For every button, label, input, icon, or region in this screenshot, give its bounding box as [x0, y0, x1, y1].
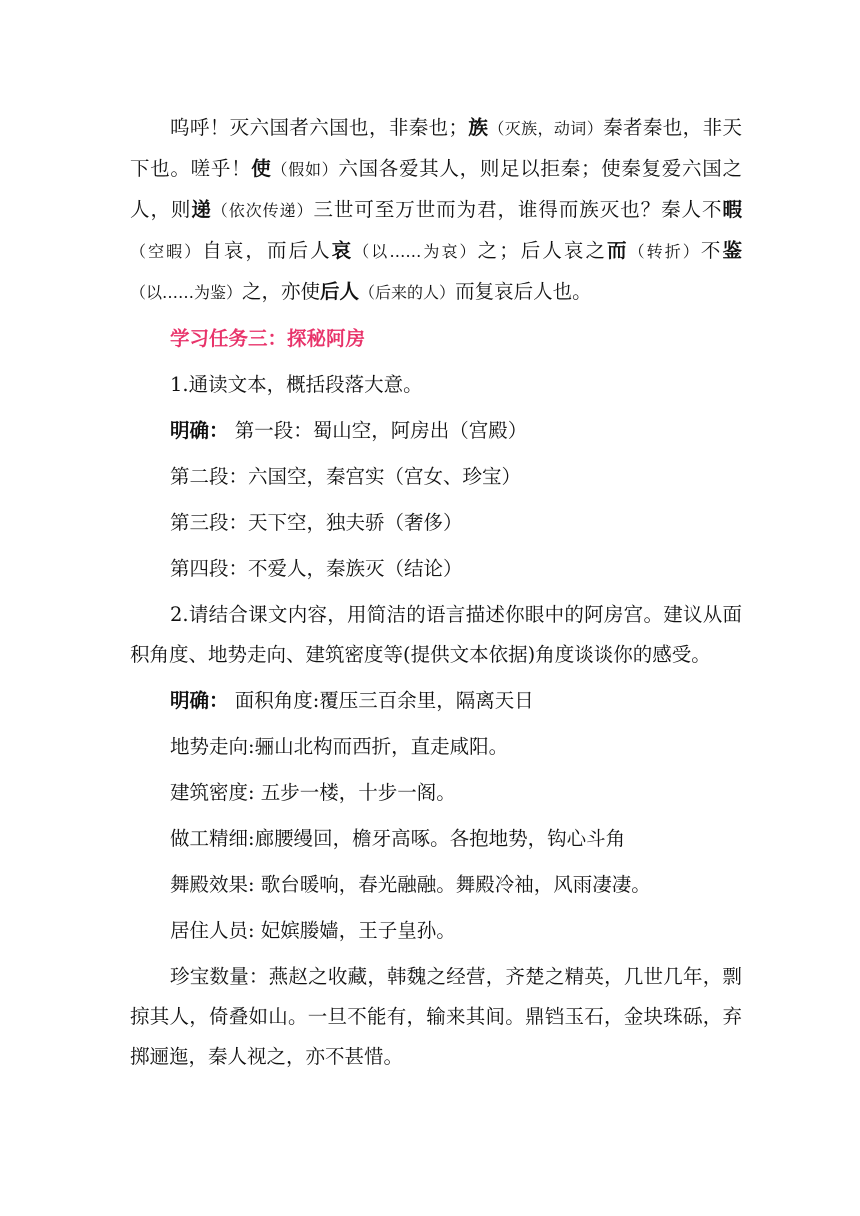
passage-text: 之，亦使 — [242, 280, 321, 303]
keyword: 族 — [468, 116, 489, 139]
keyword: 后人 — [320, 280, 360, 303]
keyword: 使 — [251, 157, 272, 180]
annotation: （假如） — [271, 160, 339, 179]
annotation: （后来的人） — [359, 283, 456, 302]
passage-paragraph — [130, 108, 742, 313]
question-2: 2.请结合课文内容，用简洁的语言描述你眼中的阿房宫。建议从面积角度、地势走向、建筑密度等(提供文本依据)角度谈谈你的感受。 — [130, 603, 742, 666]
annotation: （依次传递） — [211, 201, 314, 220]
answer-2-area — [130, 681, 742, 721]
answer-text: 面积角度:覆压三百余里，隔离天日 — [228, 689, 534, 712]
answer-2-dance: 舞殿效果: 歌台暖响，春光融融。舞殿冷袖，风雨凄凄。 — [170, 873, 651, 896]
answer-1-second: 第二段：六国空，秦宫实（宫女、珍宝） — [170, 465, 522, 488]
keyword: 而 — [607, 239, 629, 262]
answer-1-third: 第三段：天下空，独夫骄（奢侈） — [170, 511, 463, 534]
answer-label: 明确： — [170, 419, 229, 442]
annotation: （以……为哀） — [353, 242, 478, 261]
answer-1-fourth: 第四段：不爱人，秦族灭（结论） — [170, 557, 463, 580]
keyword: 哀 — [331, 239, 354, 262]
annotation: （空暇） — [130, 242, 203, 261]
passage-text: 不 — [700, 239, 723, 262]
passage-text: 自哀，而后人 — [202, 239, 332, 262]
answer-2-craft: 做工精细:廊腰缦回，檐牙高啄。各抱地势，钩心斗角 — [170, 827, 626, 850]
passage-text: 之；后人哀之 — [477, 239, 608, 262]
document-page — [130, 108, 742, 1077]
passage-text: 六国各爱其人，则足以拒秦；使秦复爱六国之人，则 — [130, 157, 742, 221]
keyword: 递 — [191, 198, 212, 221]
annotation: （以……为鉴） — [130, 283, 243, 302]
task-heading: 学习任务三：探秘阿房 — [170, 327, 366, 350]
annotation: （灭族，动词） — [488, 119, 604, 138]
answer-label: 明确： — [170, 689, 229, 712]
annotation: （转折） — [628, 242, 701, 261]
keyword: 暇 — [722, 198, 742, 221]
answer-2-residents: 居住人员: 妃嫔媵嫱，王子皇孙。 — [170, 919, 456, 942]
passage-text: 而复哀后人也。 — [455, 280, 592, 303]
answer-2-terrain: 地势走向:骊山北构而西折，直走咸阳。 — [170, 735, 509, 758]
answer-text: 第一段：蜀山空，阿房出（宫殿） — [228, 419, 528, 442]
answer-1-first — [130, 411, 742, 451]
answer-2-treasure: 珍宝数量：燕赵之收藏，韩魏之经营，齐楚之精英，几世几年，剽掠其人，倚叠如山。一旦不能有，输来其间。鼎铛玉石，金块珠砾，弃掷逦迤，秦人视之，亦不甚惜。 — [130, 965, 742, 1068]
passage-text: 呜呼！灭六国者六国也，非秦也； — [170, 116, 469, 139]
passage-text: 秦者秦也，非天下也。嗟乎！ — [130, 116, 742, 180]
keyword: 鉴 — [722, 239, 742, 262]
question-1: 1.通读文本，概括段落大意。 — [170, 373, 423, 396]
passage-text: 三世可至万世而为君，谁得而族灭也？秦人不 — [313, 198, 723, 221]
answer-2-density: 建筑密度: 五步一楼，十步一阁。 — [170, 781, 456, 804]
